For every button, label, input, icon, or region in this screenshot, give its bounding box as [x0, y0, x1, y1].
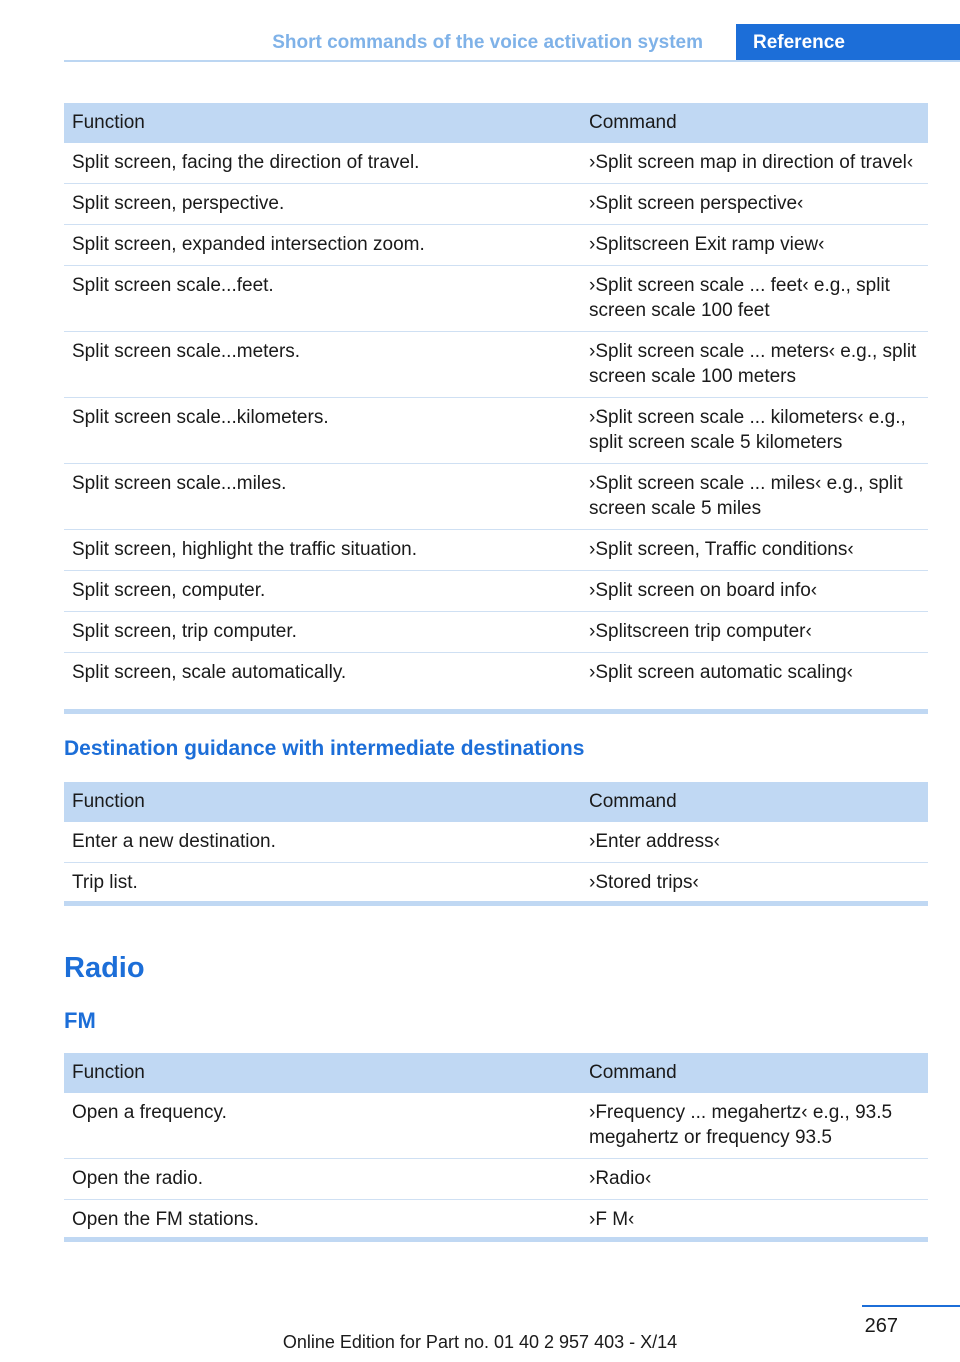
table-row: [64, 398, 928, 464]
fm-commands-table: [64, 1053, 928, 1240]
function-cell: Open a frequency.: [64, 1093, 581, 1159]
function-cell: Open the radio.: [64, 1159, 581, 1200]
command-cell: ›Split screen, Traffic conditions‹: [581, 530, 928, 571]
function-cell: Split screen, highlight the traffic situation.: [64, 530, 581, 571]
table-row: [64, 332, 928, 398]
function-cell: Split screen, computer.: [64, 571, 581, 612]
command-cell: ›F M‹: [589, 1209, 635, 1230]
command-cell: ›Split screen scale ... feet‹ e.g., split screen scale 100 feet: [581, 266, 928, 332]
table-row: [64, 184, 928, 225]
destination-guidance-heading: Destination guidance with intermediate destinations: [64, 737, 585, 760]
table-row: [64, 1093, 928, 1159]
table-header-row: [64, 1053, 928, 1093]
function-cell: Split screen, facing the direction of travel.: [64, 143, 581, 184]
function-cell: Open the FM stations.: [72, 1209, 259, 1230]
function-cell: Split screen scale...kilometers.: [64, 398, 581, 464]
page-header: [64, 24, 960, 62]
table-header-row: [64, 103, 928, 143]
column-header-command: Command: [581, 103, 928, 143]
page-number-rule: [862, 1305, 960, 1307]
column-header-function: Function: [64, 103, 581, 143]
command-cell: ›Split screen perspective‹: [581, 184, 928, 225]
table-row: [64, 653, 928, 694]
command-cell: ›Frequency ... megahertz‹ e.g., 93.5 megahertz or frequency 93.5: [581, 1093, 928, 1159]
command-cell: ›Split screen scale ... kilometers‹ e.g., split screen scale 5 kilometers: [581, 398, 928, 464]
command-cell: ›Split screen scale ... miles‹ e.g., split screen scale 5 miles: [581, 464, 928, 530]
table-end-rule: [64, 709, 928, 714]
column-header-function: Function: [64, 782, 581, 822]
destination-commands-table: [64, 782, 928, 903]
command-cell: ›Radio‹: [581, 1159, 928, 1200]
table-end-rule: [64, 901, 928, 906]
table-row: [64, 530, 928, 571]
function-cell: Split screen scale...meters.: [64, 332, 581, 398]
command-cell: ›Stored trips‹: [589, 872, 699, 893]
table-row: [64, 266, 928, 332]
command-cell: ›Split screen automatic scaling‹: [589, 662, 853, 683]
column-header-function: Function: [64, 1053, 581, 1093]
function-cell: Split screen, trip computer.: [64, 612, 581, 653]
function-cell: Enter a new destination.: [64, 822, 581, 863]
table-row: [64, 464, 928, 530]
radio-heading: Radio: [64, 952, 145, 984]
table-row: [64, 1200, 928, 1241]
command-cell: ›Splitscreen trip computer‹: [581, 612, 928, 653]
header-divider: [64, 60, 960, 62]
command-cell: ›Split screen map in direction of travel‹: [581, 143, 928, 184]
function-cell: Trip list.: [72, 872, 138, 893]
split-screen-commands-table: [64, 103, 928, 693]
header-chapter-tab: Reference: [736, 24, 960, 62]
table-header-row: [64, 782, 928, 822]
table-row: [64, 863, 928, 904]
function-cell: Split screen, perspective.: [64, 184, 581, 225]
table-row: [64, 225, 928, 266]
command-cell: ›Enter address‹: [581, 822, 928, 863]
table-row: [64, 1159, 928, 1200]
table-end-rule: [64, 1237, 928, 1242]
column-header-command: Command: [581, 782, 928, 822]
function-cell: Split screen scale...feet.: [64, 266, 581, 332]
header-section-title: Short commands of the voice activation system: [272, 32, 703, 53]
table-row: [64, 612, 928, 653]
command-cell: ›Splitscreen Exit ramp view‹: [581, 225, 928, 266]
command-cell: ›Split screen on board info‹: [581, 571, 928, 612]
table-row: [64, 143, 928, 184]
footer-edition-note: Online Edition for Part no. 01 40 2 957 403 - X/14: [282, 1332, 678, 1352]
function-cell: Split screen scale...miles.: [64, 464, 581, 530]
function-cell: Split screen, scale automatically.: [72, 662, 347, 683]
fm-subheading: FM: [64, 1008, 96, 1033]
column-header-command: Command: [581, 1053, 928, 1093]
table-row: [64, 822, 928, 863]
table-row: [64, 571, 928, 612]
command-cell: ›Split screen scale ... meters‹ e.g., split screen scale 100 meters: [581, 332, 928, 398]
page-number: 267: [864, 1315, 898, 1337]
function-cell: Split screen, expanded intersection zoom.: [64, 225, 581, 266]
